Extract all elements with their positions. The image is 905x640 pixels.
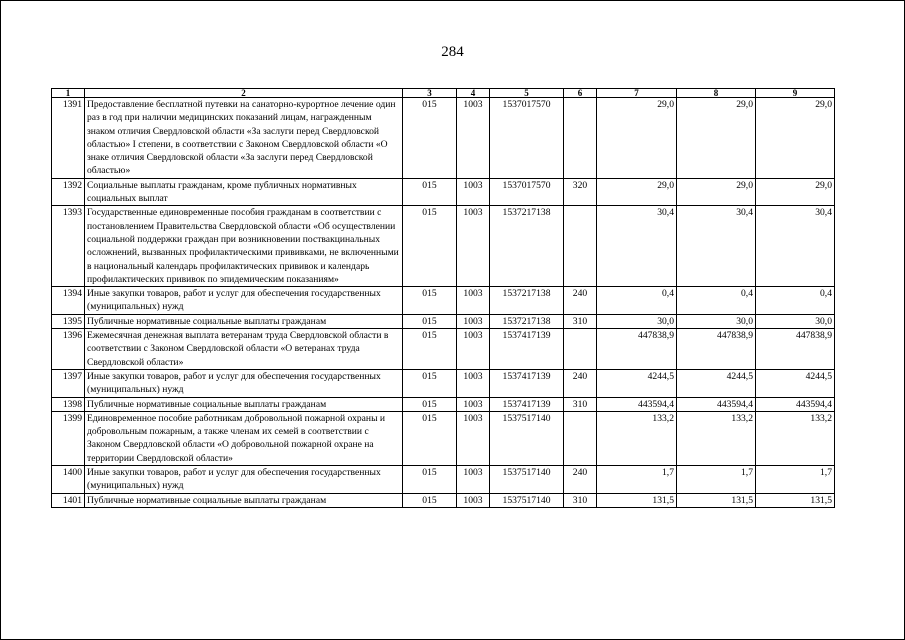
row-value-8: 133,2 xyxy=(677,411,756,465)
table-row xyxy=(52,98,835,179)
row-code-4: 1003 xyxy=(457,329,490,370)
row-code-6: 310 xyxy=(564,397,597,411)
row-code-6 xyxy=(564,329,597,370)
row-name: Публичные нормативные социальные выплаты гражданам xyxy=(85,397,403,411)
row-code-6: 320 xyxy=(564,178,597,206)
row-code-5: 1537217138 xyxy=(490,314,564,328)
row-code-4: 1003 xyxy=(457,178,490,206)
row-value-9: 29,0 xyxy=(756,178,835,206)
row-number: 1398 xyxy=(52,397,85,411)
row-code-4: 1003 xyxy=(457,98,490,179)
row-number: 1395 xyxy=(52,314,85,328)
row-value-7: 30,4 xyxy=(597,206,677,287)
row-code-3: 015 xyxy=(403,466,457,494)
row-value-8: 30,4 xyxy=(677,206,756,287)
row-code-4: 1003 xyxy=(457,314,490,328)
row-value-7: 30,0 xyxy=(597,314,677,328)
row-value-7: 29,0 xyxy=(597,178,677,206)
column-header: 1 xyxy=(52,89,85,98)
row-code-3: 015 xyxy=(403,178,457,206)
row-code-3: 015 xyxy=(403,411,457,465)
column-header: 4 xyxy=(457,89,490,98)
row-code-3: 015 xyxy=(403,329,457,370)
row-code-3: 015 xyxy=(403,493,457,507)
row-code-5: 1537417139 xyxy=(490,397,564,411)
row-value-9: 133,2 xyxy=(756,411,835,465)
table-row xyxy=(52,397,835,411)
row-code-5: 1537017570 xyxy=(490,178,564,206)
row-code-6: 240 xyxy=(564,287,597,315)
row-number: 1394 xyxy=(52,287,85,315)
row-number: 1393 xyxy=(52,206,85,287)
row-value-9: 4244,5 xyxy=(756,369,835,397)
row-code-4: 1003 xyxy=(457,493,490,507)
row-code-4: 1003 xyxy=(457,411,490,465)
row-value-7: 1,7 xyxy=(597,466,677,494)
table-row xyxy=(52,314,835,328)
column-header: 5 xyxy=(490,89,564,98)
row-name: Социальные выплаты гражданам, кроме публичных нормативных социальных выплат xyxy=(85,178,403,206)
row-number: 1396 xyxy=(52,329,85,370)
row-code-4: 1003 xyxy=(457,369,490,397)
row-code-4: 1003 xyxy=(457,397,490,411)
table-row xyxy=(52,369,835,397)
budget-table xyxy=(51,88,835,508)
row-code-5: 1537017570 xyxy=(490,98,564,179)
row-number: 1397 xyxy=(52,369,85,397)
row-code-6: 240 xyxy=(564,369,597,397)
column-header: 7 xyxy=(597,89,677,98)
row-value-8: 30,0 xyxy=(677,314,756,328)
page-number: 284 xyxy=(441,44,464,60)
row-name: Единовременное пособие работникам добровольной пожарной охраны и добровольным пожарным, а также членам их семей в соответствии с Законом Свердловской области «О добровольной пожарной охране на территории Свердловской области» xyxy=(85,411,403,465)
row-name: Иные закупки товаров, работ и услуг для обеспечения государственных (муниципальных) нужд xyxy=(85,369,403,397)
row-name: Государственные единовременные пособия гражданам в соответствии с постановлением Правительства Свердловской области «Об осуществлении социальной поддержки граждан при возникновении поствакцинальных осложнений, вызванных профилактическими прививками, не включенными в национальный календарь профилактических прививок и календарь профилактических прививок по эпидемическим показаниям» xyxy=(85,206,403,287)
row-value-8: 447838,9 xyxy=(677,329,756,370)
row-name: Ежемесячная денежная выплата ветеранам труда Свердловской области в соответствии с Законом Свердловской области «О ветеранах труда Свердловской области» xyxy=(85,329,403,370)
row-code-6: 310 xyxy=(564,493,597,507)
row-code-3: 015 xyxy=(403,98,457,179)
row-value-9: 131,5 xyxy=(756,493,835,507)
row-value-7: 447838,9 xyxy=(597,329,677,370)
row-code-4: 1003 xyxy=(457,206,490,287)
row-code-6 xyxy=(564,411,597,465)
row-value-9: 0,4 xyxy=(756,287,835,315)
table-row xyxy=(52,493,835,507)
row-code-4: 1003 xyxy=(457,287,490,315)
row-number: 1392 xyxy=(52,178,85,206)
table-row xyxy=(52,206,835,287)
row-code-3: 015 xyxy=(403,206,457,287)
row-code-3: 015 xyxy=(403,369,457,397)
row-value-8: 29,0 xyxy=(677,178,756,206)
row-value-7: 443594,4 xyxy=(597,397,677,411)
row-name: Иные закупки товаров, работ и услуг для обеспечения государственных (муниципальных) нужд xyxy=(85,466,403,494)
row-code-5: 1537517140 xyxy=(490,466,564,494)
row-value-8: 0,4 xyxy=(677,287,756,315)
row-value-9: 30,0 xyxy=(756,314,835,328)
row-value-8: 4244,5 xyxy=(677,369,756,397)
row-value-8: 443594,4 xyxy=(677,397,756,411)
table-header-row xyxy=(52,89,835,98)
row-value-7: 0,4 xyxy=(597,287,677,315)
row-value-9: 443594,4 xyxy=(756,397,835,411)
row-code-5: 1537517140 xyxy=(490,493,564,507)
row-name: Публичные нормативные социальные выплаты гражданам xyxy=(85,493,403,507)
column-header: 6 xyxy=(564,89,597,98)
row-code-6: 240 xyxy=(564,466,597,494)
row-number: 1391 xyxy=(52,98,85,179)
row-number: 1400 xyxy=(52,466,85,494)
row-value-7: 131,5 xyxy=(597,493,677,507)
table-row xyxy=(52,329,835,370)
row-name: Иные закупки товаров, работ и услуг для обеспечения государственных (муниципальных) нужд xyxy=(85,287,403,315)
row-value-9: 447838,9 xyxy=(756,329,835,370)
table-row xyxy=(52,411,835,465)
row-code-5: 1537417139 xyxy=(490,329,564,370)
row-code-4: 1003 xyxy=(457,466,490,494)
row-code-3: 015 xyxy=(403,314,457,328)
row-code-3: 015 xyxy=(403,397,457,411)
row-number: 1401 xyxy=(52,493,85,507)
row-name: Публичные нормативные социальные выплаты гражданам xyxy=(85,314,403,328)
row-code-6: 310 xyxy=(564,314,597,328)
row-value-7: 29,0 xyxy=(597,98,677,179)
row-code-5: 1537217138 xyxy=(490,206,564,287)
row-code-3: 015 xyxy=(403,287,457,315)
row-value-9: 29,0 xyxy=(756,98,835,179)
column-header: 3 xyxy=(403,89,457,98)
table-row xyxy=(52,466,835,494)
table-row xyxy=(52,287,835,315)
row-value-8: 131,5 xyxy=(677,493,756,507)
row-code-5: 1537417139 xyxy=(490,369,564,397)
row-value-7: 4244,5 xyxy=(597,369,677,397)
row-value-8: 1,7 xyxy=(677,466,756,494)
row-code-6 xyxy=(564,206,597,287)
row-value-9: 30,4 xyxy=(756,206,835,287)
row-value-8: 29,0 xyxy=(677,98,756,179)
row-code-6 xyxy=(564,98,597,179)
column-header: 2 xyxy=(85,89,403,98)
row-number: 1399 xyxy=(52,411,85,465)
column-header: 8 xyxy=(677,89,756,98)
row-value-9: 1,7 xyxy=(756,466,835,494)
column-header: 9 xyxy=(756,89,835,98)
row-code-5: 1537217138 xyxy=(490,287,564,315)
table-row xyxy=(52,178,835,206)
row-value-7: 133,2 xyxy=(597,411,677,465)
row-name: Предоставление бесплатной путевки на санаторно-курортное лечение один раз в год при наличии медицинских показаний лицам, награжденным знаком отличия Свердловской области «За заслуги перед Свердловской областью» I степени, в соответствии с Законом Свердловской области «О знаке отличия Свердловской области «За заслуги перед Свердловской областью» xyxy=(85,98,403,179)
row-code-5: 1537517140 xyxy=(490,411,564,465)
table-body xyxy=(52,98,835,508)
